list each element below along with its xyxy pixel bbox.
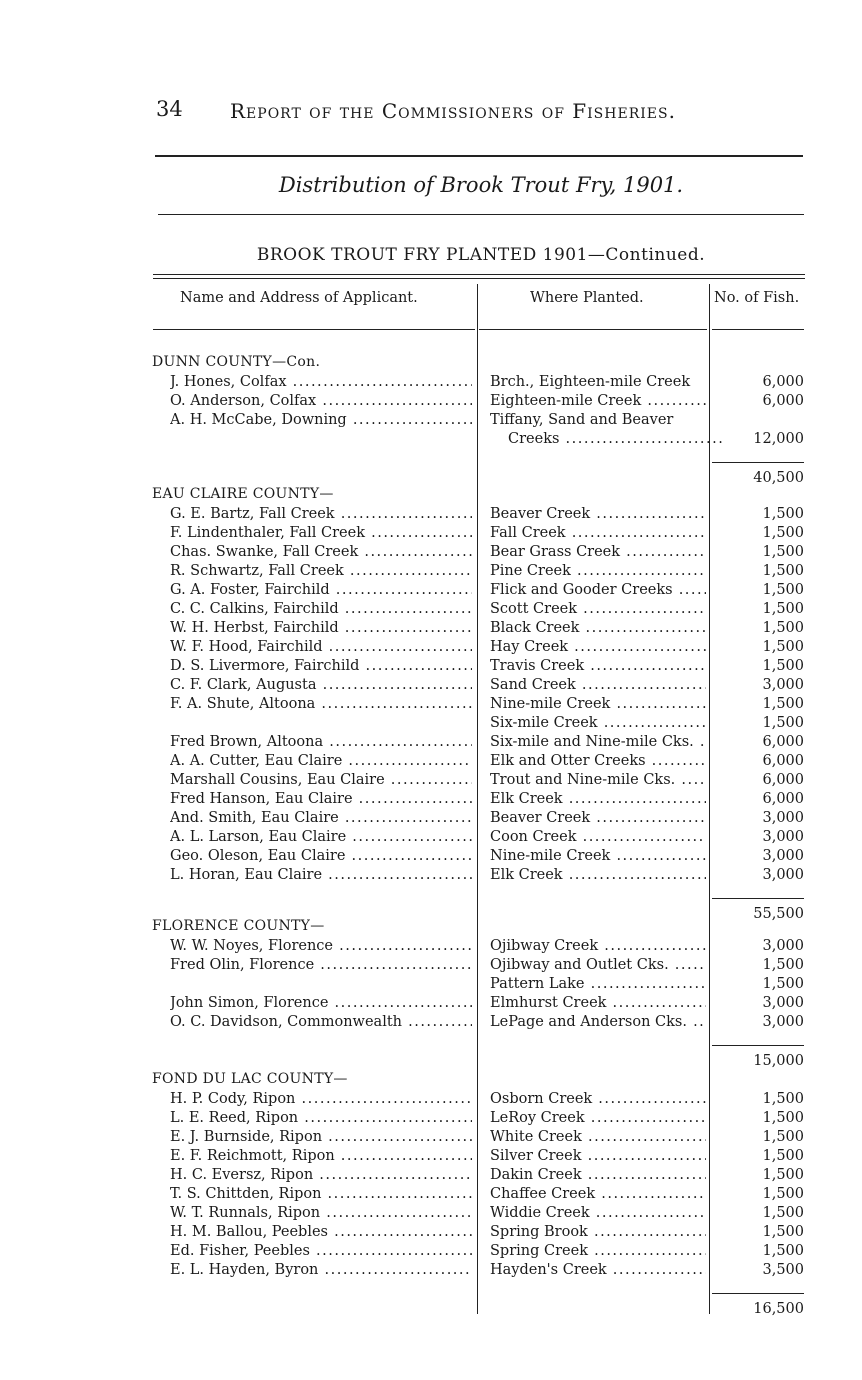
applicant-name: O. Anderson, Colfax .....: [170, 393, 472, 409]
table-row: [0, 753, 862, 772]
planted-location: Flick and Gooder Creeks .....: [490, 582, 706, 598]
fish-count: 6,000: [762, 374, 804, 390]
applicant-name: F. A. Shute, Altoona .....: [170, 696, 472, 712]
fish-count: 1,500: [762, 601, 804, 617]
table-row: [0, 601, 862, 620]
county-total: 15,000: [753, 1053, 804, 1069]
table-title: BROOK TROUT FRY PLANTED 1901—Continued.: [256, 245, 706, 265]
applicant-name: H. C. Eversz, Ripon .....: [170, 1167, 472, 1183]
applicant-name: Chas. Swanke, Fall Creek .....: [170, 544, 472, 560]
table-row: [0, 772, 862, 791]
fish-count: 1,500: [762, 658, 804, 674]
table-row: [0, 525, 862, 544]
planted-location: Sand Creek .....: [490, 677, 706, 693]
table-row: [0, 1224, 862, 1243]
applicant-name: L. E. Reed, Ripon .....: [170, 1110, 472, 1126]
applicant-name: W. W. Noyes, Florence .....: [170, 938, 472, 954]
fish-count: 3,500: [762, 1262, 804, 1278]
applicant-name: L. Horan, Eau Claire .....: [170, 867, 472, 883]
header-rule: [155, 155, 803, 157]
county-total: 16,500: [753, 1301, 804, 1317]
fish-count: 1,500: [762, 1091, 804, 1107]
fish-count: 1,500: [762, 582, 804, 598]
planted-location: Beaver Creek .....: [490, 506, 706, 522]
total-rule: [712, 898, 804, 899]
planted-location: Eighteen-mile Creek .....: [490, 393, 706, 409]
applicant-name: W. H. Herbst, Fairchild .....: [170, 620, 472, 636]
planted-location: Six-mile and Nine-mile Cks. .....: [490, 734, 706, 750]
section-title: Distribution of Brook Trout Fry, 1901.: [278, 173, 684, 197]
applicant-name: W. F. Hood, Fairchild .....: [170, 639, 472, 655]
table-row: [0, 734, 862, 753]
table-row: [0, 1186, 862, 1205]
planted-location: Spring Brook .....: [490, 1224, 706, 1240]
planted-location: Elk Creek .....: [490, 867, 706, 883]
applicant-name: E. L. Hayden, Byron .....: [170, 1262, 472, 1278]
county-heading: FLORENCE COUNTY—: [152, 918, 325, 934]
planted-location: Black Creek .....: [490, 620, 706, 636]
planted-location: Tiffany, Sand and Beaver: [490, 412, 674, 428]
table-row: [0, 582, 862, 601]
fish-count: 6,000: [762, 753, 804, 769]
table-row: [0, 620, 862, 639]
fish-count: 3,000: [762, 677, 804, 693]
fish-count: 3,000: [762, 848, 804, 864]
table-row: [0, 867, 862, 886]
table-row: [0, 431, 862, 450]
table-row: [0, 848, 862, 867]
fish-count: 12,000: [753, 431, 804, 447]
header-bottom-rule: [153, 329, 475, 330]
planted-location: Elk Creek .....: [490, 791, 706, 807]
applicant-name: O. C. Davidson, Commonwealth .....: [170, 1014, 472, 1030]
planted-location: Travis Creek .....: [490, 658, 706, 674]
fish-count: 3,000: [762, 810, 804, 826]
applicant-name: And. Smith, Eau Claire .....: [170, 810, 472, 826]
planted-location: Elmhurst Creek .....: [490, 995, 706, 1011]
fish-count: 1,500: [762, 1148, 804, 1164]
applicant-name: H. M. Ballou, Peebles .....: [170, 1224, 472, 1240]
column-header-where: Where Planted.: [530, 290, 644, 306]
header-bottom-rule-where: [479, 329, 707, 330]
fish-count: 3,000: [762, 995, 804, 1011]
fish-count: 6,000: [762, 791, 804, 807]
planted-location: Fall Creek .....: [490, 525, 706, 541]
planted-location: Nine-mile Creek .....: [490, 696, 706, 712]
applicant-name: G. A. Foster, Fairchild .....: [170, 582, 472, 598]
table-row: [0, 938, 862, 957]
table-row: [0, 1167, 862, 1186]
planted-location: Beaver Creek .....: [490, 810, 706, 826]
applicant-name: Ed. Fisher, Peebles .....: [170, 1243, 472, 1259]
fish-count: 1,500: [762, 506, 804, 522]
table-row: [0, 995, 862, 1014]
applicant-name: A. L. Larson, Eau Claire .....: [170, 829, 472, 845]
applicant-name: T. S. Chittden, Ripon .....: [170, 1186, 472, 1202]
running-title: Report of the Commissioners of Fisheries.: [230, 99, 676, 123]
fish-count: 6,000: [762, 734, 804, 750]
fish-count: 1,500: [762, 1110, 804, 1126]
fish-count: 1,500: [762, 620, 804, 636]
planted-location: Widdie Creek .....: [490, 1205, 706, 1221]
total-rule: [712, 1045, 804, 1046]
table-row: [0, 715, 862, 734]
table-row: [0, 1110, 862, 1129]
table-row: [0, 374, 862, 393]
applicant-name: C. C. Calkins, Fairchild .....: [170, 601, 472, 617]
planted-location: Osborn Creek .....: [490, 1091, 706, 1107]
fish-count: 1,500: [762, 639, 804, 655]
table-row: [0, 976, 862, 995]
county-total: 40,500: [753, 470, 804, 486]
planted-location: Pattern Lake .....: [490, 976, 706, 992]
table-row: [0, 1243, 862, 1262]
planted-location: Trout and Nine-mile Cks. .....: [490, 772, 706, 788]
applicant-name: R. Schwartz, Fall Creek .....: [170, 563, 472, 579]
planted-location: LePage and Anderson Cks. .....: [490, 1014, 706, 1030]
county-heading: EAU CLAIRE COUNTY—: [152, 486, 334, 502]
applicant-name: E. F. Reichmott, Ripon .....: [170, 1148, 472, 1164]
fish-count: 1,500: [762, 1167, 804, 1183]
table-row: [0, 639, 862, 658]
table-top-rule: [153, 274, 805, 275]
planted-location: Creeks .....: [508, 431, 724, 447]
planted-location: Ojibway Creek .....: [490, 938, 706, 954]
planted-location: White Creek .....: [490, 1129, 706, 1145]
planted-location: Ojibway and Outlet Cks. .....: [490, 957, 706, 973]
fish-count: 1,500: [762, 544, 804, 560]
fish-count: 1,500: [762, 715, 804, 731]
applicant-name: J. Hones, Colfax .....: [170, 374, 472, 390]
table-row: [0, 1205, 862, 1224]
applicant-name: A. H. McCabe, Downing .....: [170, 412, 472, 428]
fish-count: 1,500: [762, 563, 804, 579]
planted-location: Scott Creek .....: [490, 601, 706, 617]
table-row: [0, 1129, 862, 1148]
table-row: [0, 957, 862, 976]
applicant-name: Marshall Cousins, Eau Claire .....: [170, 772, 472, 788]
fish-count: 3,000: [762, 829, 804, 845]
planted-location: Silver Creek .....: [490, 1148, 706, 1164]
table-row: [0, 829, 862, 848]
planted-location: Hay Creek .....: [490, 639, 706, 655]
applicant-name: C. F. Clark, Augusta .....: [170, 677, 472, 693]
table-row: [0, 1091, 862, 1110]
fish-count: 1,500: [762, 1243, 804, 1259]
fish-count: 1,500: [762, 957, 804, 973]
applicant-name: F. Lindenthaler, Fall Creek .....: [170, 525, 472, 541]
applicant-name: E. J. Burnside, Ripon .....: [170, 1129, 472, 1145]
fish-count: 3,000: [762, 1014, 804, 1030]
header-bottom-rule-number: [712, 329, 804, 330]
planted-location: Spring Creek .....: [490, 1243, 706, 1259]
county-heading: FOND DU LAC COUNTY—: [152, 1071, 348, 1087]
applicant-name: G. E. Bartz, Fall Creek .....: [170, 506, 472, 522]
planted-location: Six-mile Creek .....: [490, 715, 706, 731]
table-row: [0, 393, 862, 412]
table-row: [0, 1262, 862, 1281]
fish-count: 1,500: [762, 525, 804, 541]
table-row: [0, 544, 862, 563]
table-row: [0, 1014, 862, 1033]
fish-count: 1,500: [762, 1186, 804, 1202]
table-top-rule-2: [153, 278, 805, 279]
applicant-name: Geo. Oleson, Eau Claire .....: [170, 848, 472, 864]
applicant-name: John Simon, Florence .....: [170, 995, 472, 1011]
fish-count: 1,500: [762, 1129, 804, 1145]
table-row: [0, 791, 862, 810]
applicant-name: Fred Olin, Florence .....: [170, 957, 472, 973]
fish-count: 1,500: [762, 976, 804, 992]
table-row: [0, 810, 862, 829]
column-header-name: Name and Address of Applicant.: [180, 290, 418, 306]
planted-location: Pine Creek .....: [490, 563, 706, 579]
table-row: [0, 563, 862, 582]
planted-location: Coon Creek .....: [490, 829, 706, 845]
fish-count: 3,000: [762, 867, 804, 883]
fish-count: 3,000: [762, 938, 804, 954]
planted-location: Brch., Eighteen-mile Creek: [490, 374, 691, 390]
county-heading: DUNN COUNTY—Con.: [152, 354, 321, 370]
applicant-name: D. S. Livermore, Fairchild .....: [170, 658, 472, 674]
applicant-name: Fred Hanson, Eau Claire .....: [170, 791, 472, 807]
section-rule: [158, 214, 804, 215]
planted-location: Elk and Otter Creeks .....: [490, 753, 706, 769]
table-row: [0, 506, 862, 525]
total-rule: [712, 1293, 804, 1294]
applicant-name: A. A. Cutter, Eau Claire .....: [170, 753, 472, 769]
page-number: 34: [156, 97, 183, 121]
table-row: [0, 677, 862, 696]
planted-location: Nine-mile Creek .....: [490, 848, 706, 864]
fish-count: 6,000: [762, 772, 804, 788]
planted-location: Chaffee Creek .....: [490, 1186, 706, 1202]
planted-location: Hayden's Creek .....: [490, 1262, 706, 1278]
applicant-name: Fred Brown, Altoona .....: [170, 734, 472, 750]
applicant-name: H. P. Cody, Ripon .....: [170, 1091, 472, 1107]
county-total: 55,500: [753, 906, 804, 922]
table-row: [0, 412, 862, 431]
fish-count: 6,000: [762, 393, 804, 409]
applicant-name: W. T. Runnals, Ripon .....: [170, 1205, 472, 1221]
table-row: [0, 658, 862, 677]
fish-count: 1,500: [762, 1205, 804, 1221]
column-header-number: No. of Fish.: [714, 290, 800, 306]
table-row: [0, 696, 862, 715]
total-rule: [712, 462, 804, 463]
table-row: [0, 1148, 862, 1167]
planted-location: LeRoy Creek .....: [490, 1110, 706, 1126]
planted-location: Bear Grass Creek .....: [490, 544, 706, 560]
fish-count: 1,500: [762, 1224, 804, 1240]
planted-location: Dakin Creek .....: [490, 1167, 706, 1183]
fish-count: 1,500: [762, 696, 804, 712]
